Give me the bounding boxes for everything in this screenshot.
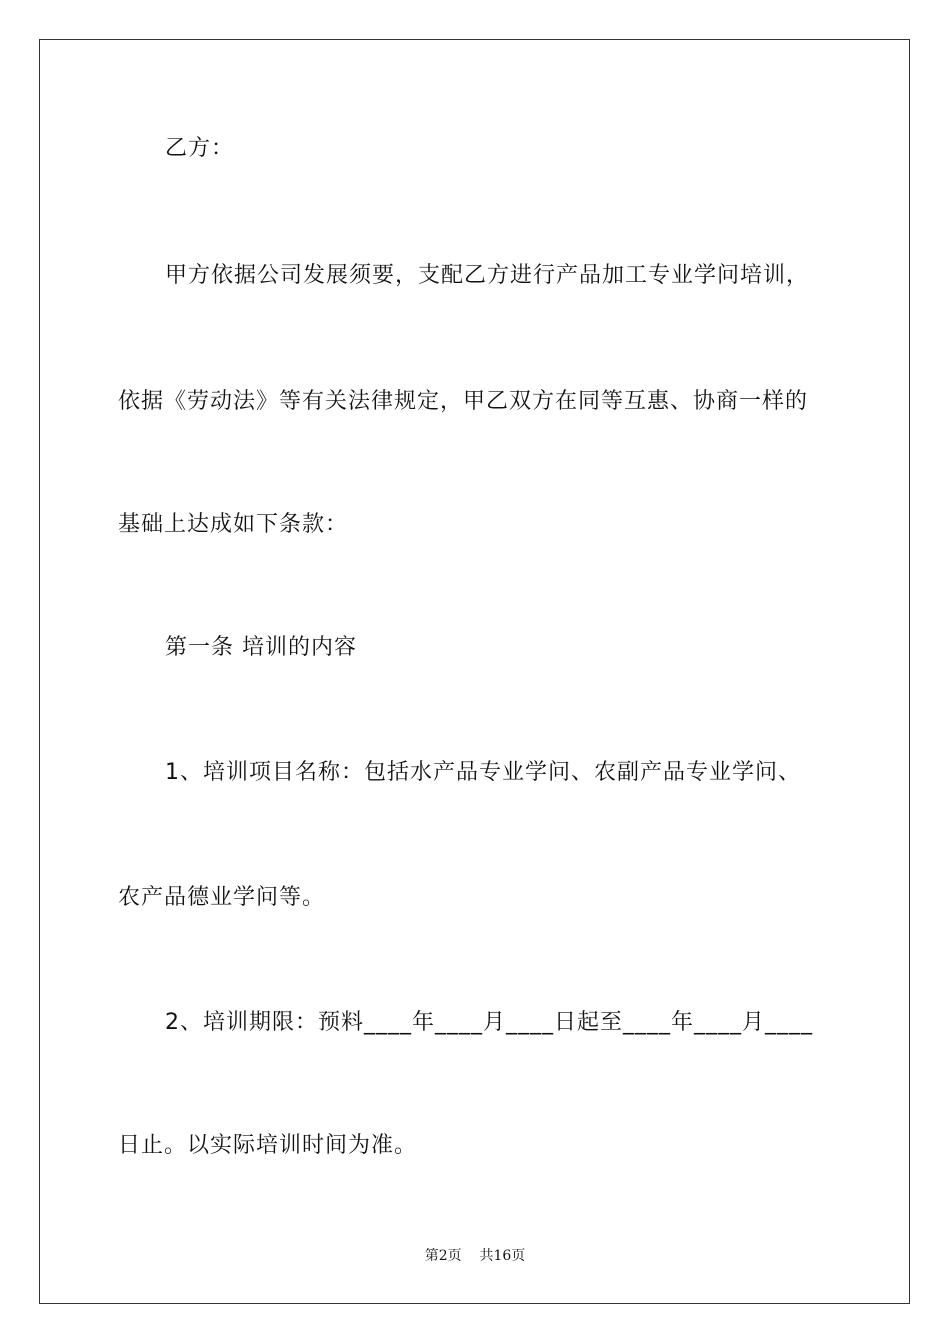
page-footer xyxy=(0,1246,950,1266)
paragraph-intro: 甲方依据公司发展须要，支配乙方进行产品加工专业学问培训， xyxy=(165,263,810,288)
paragraph-intro-cont-2: 基础上达成如下条款： xyxy=(118,512,349,537)
article-one-heading: 第一条 培训的内容 xyxy=(165,635,357,660)
item-1-text-cont: 农产品德业学问等。 xyxy=(118,885,326,910)
paragraph-intro-cont-1: 依据《劳动法》等有关法律规定，甲乙双方在同等互惠、协商一样的 xyxy=(118,389,809,414)
item-2-text-cont: 日止。以实际培训时间为准。 xyxy=(118,1133,418,1158)
party-b-label: 乙方： xyxy=(165,136,235,161)
page-total: 共16页 xyxy=(479,1248,526,1264)
page-number: 第2页 xyxy=(424,1248,462,1264)
item-2-text: 2、培训期限：预料____年____月____日起至____年____月____ xyxy=(165,1010,813,1035)
item-1-text: 1、培训项目名称：包括水产品专业学问、农副产品专业学问、 xyxy=(165,760,801,785)
page-frame xyxy=(39,39,910,1304)
